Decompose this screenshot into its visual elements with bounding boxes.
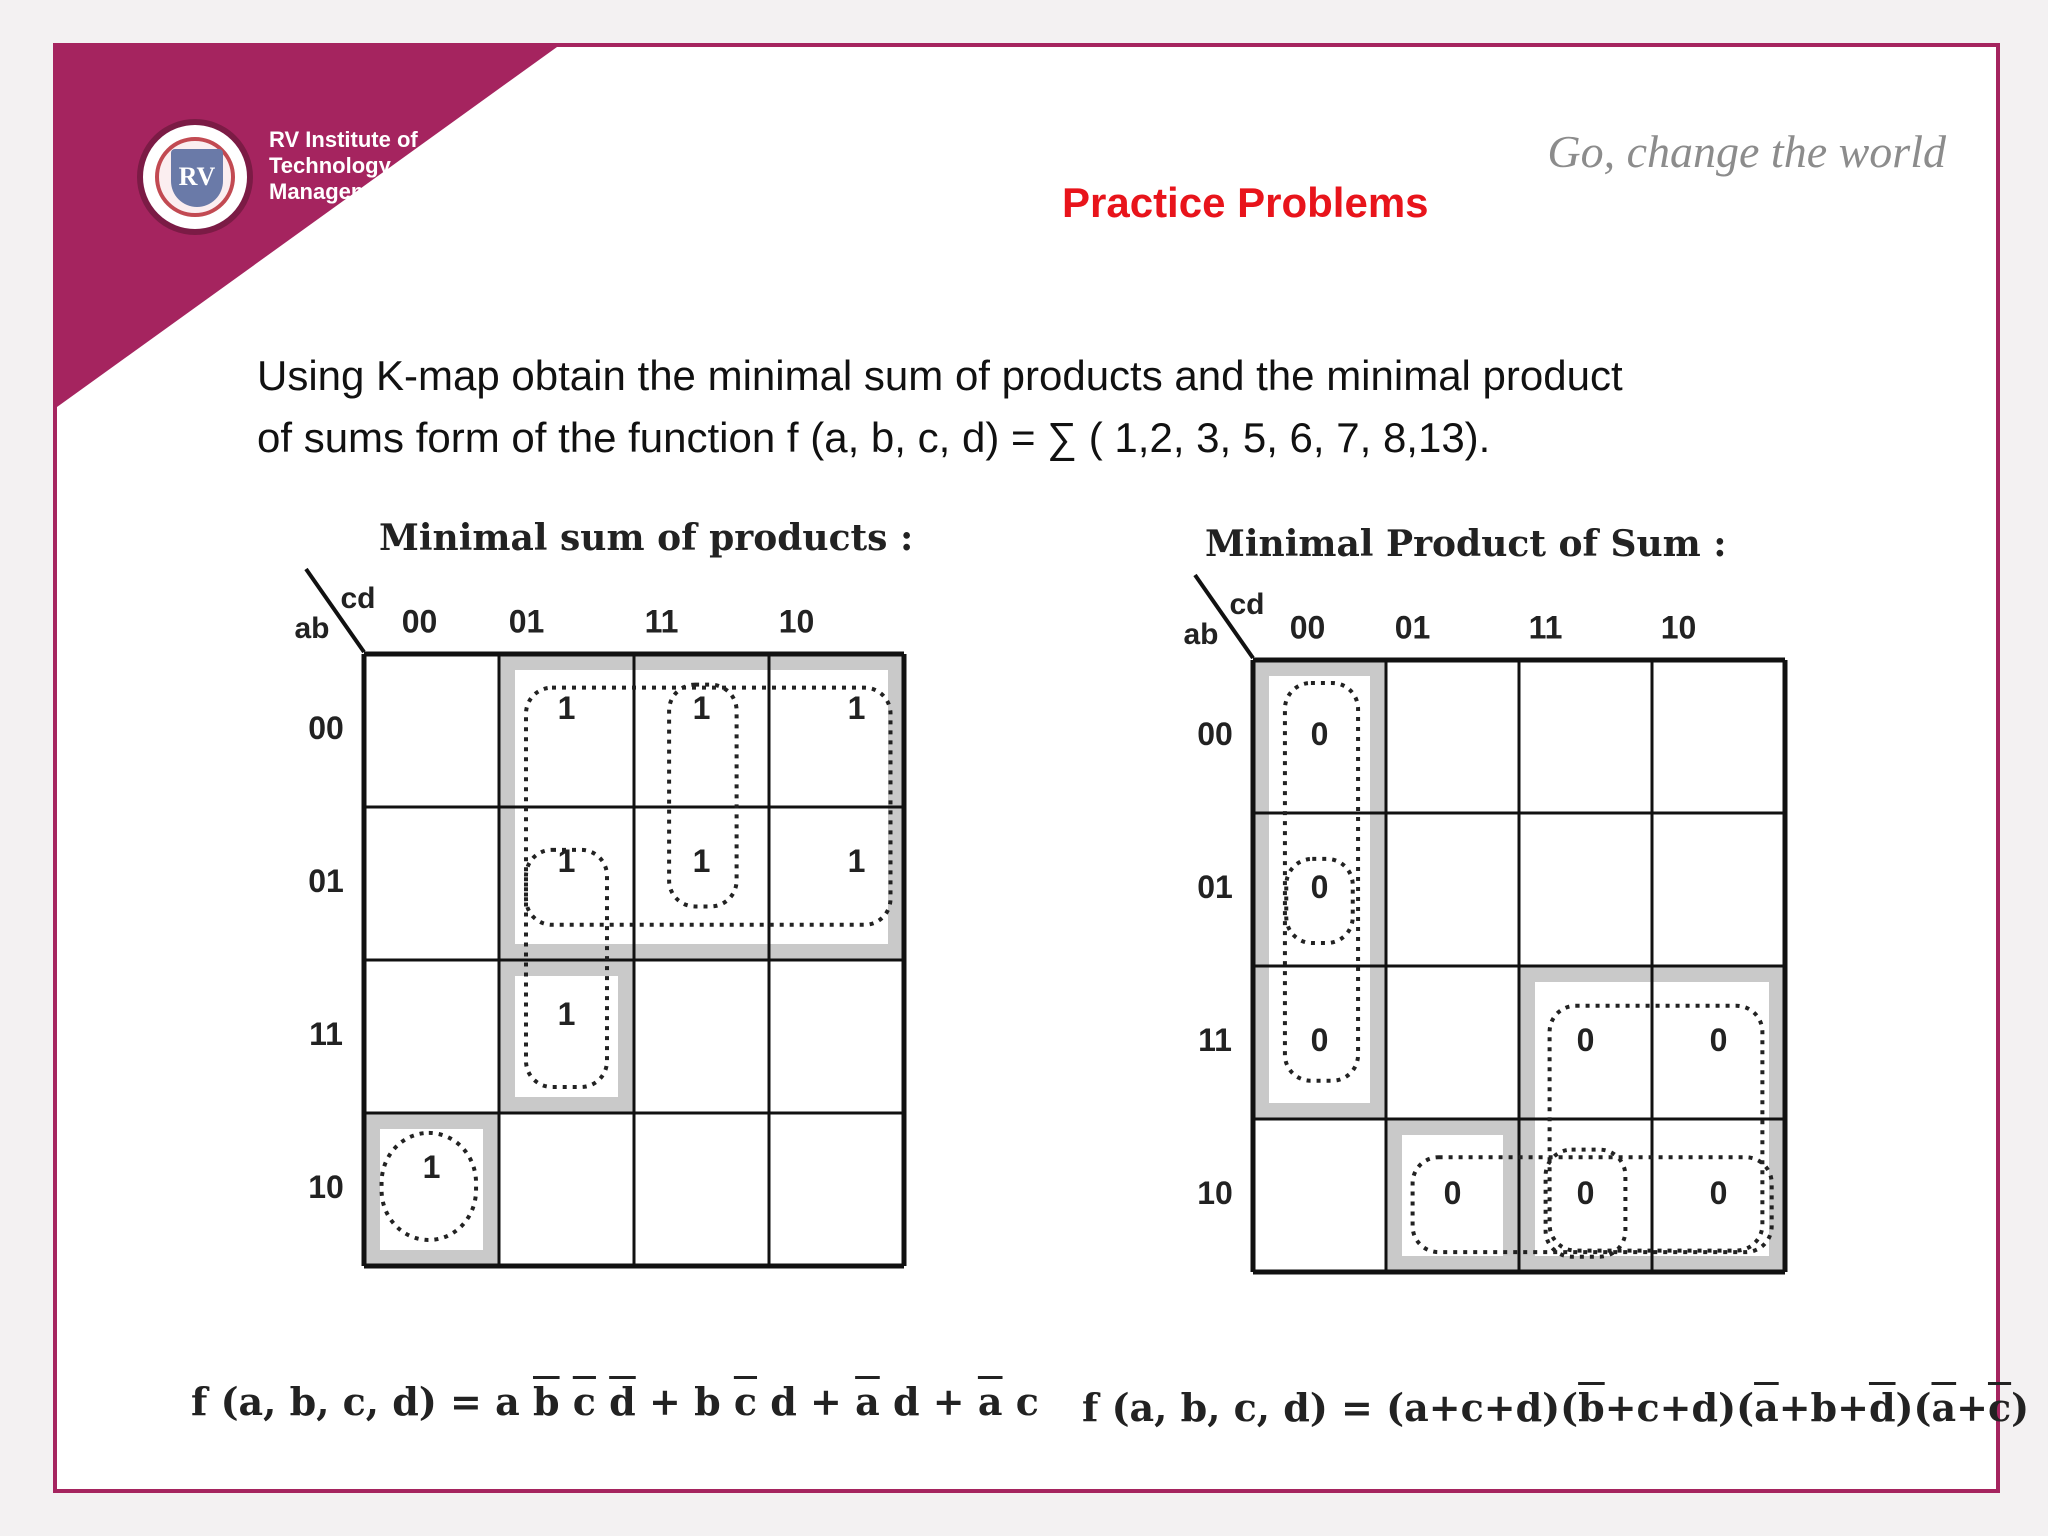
formula-operator: +: [1483, 1385, 1516, 1430]
sop-col-label: 01: [508, 603, 545, 640]
formula-operator: +: [919, 1379, 978, 1424]
formula-operator: +: [796, 1379, 856, 1424]
formula-literal: $\overline{b}$: [1578, 1385, 1605, 1430]
formula-paren: ): [1542, 1385, 1561, 1430]
institute-name-line: RV Institute of: [269, 127, 418, 152]
pos-col-label: 01: [1394, 609, 1431, 646]
pos-cell-value: 0: [1709, 1174, 1728, 1211]
sop-col-label: 11: [644, 603, 679, 640]
formula-literal: d: [1515, 1385, 1543, 1430]
formula-paren: ): [2011, 1385, 2030, 1430]
formula-literal: $\overline{d}$: [609, 1379, 636, 1424]
formula-prefix: f (a, b, c, d) =: [191, 1379, 496, 1424]
sop-col-var: cd: [340, 581, 376, 615]
sop-cell-value: 1: [422, 1148, 441, 1185]
formula-operator: +: [1956, 1385, 1988, 1430]
sop-cell-value: 1: [847, 689, 866, 726]
formula-literal: $\overline{a}$: [977, 1379, 1003, 1424]
formula-literal: $\overline{c}$: [572, 1379, 596, 1424]
formula-operator: +: [1604, 1385, 1637, 1430]
formula-literal: d: [770, 1379, 797, 1424]
kmaps-figure: [57, 47, 2004, 1497]
formula-literal: b: [1810, 1385, 1838, 1430]
pos-cell-value: 0: [1709, 1021, 1728, 1058]
sop-cell-value: 1: [557, 842, 576, 879]
pos-col-label: 00: [1289, 609, 1326, 646]
pos-cell-value: 0: [1310, 1021, 1329, 1058]
pos-cell-value: 0: [1576, 1021, 1595, 1058]
sop-row-label: 00: [308, 709, 344, 746]
formula-operator: +: [1428, 1385, 1461, 1430]
pos-heading: Minimal Product of Sum :: [1205, 523, 1727, 565]
formula-prefix: f (a, b, c, d) =: [1082, 1385, 1387, 1430]
sop-cell-value: 1: [692, 689, 711, 726]
sop-formula: [191, 1379, 1039, 1424]
sop-row-var: ab: [294, 611, 330, 645]
pos-col-label: 10: [1660, 609, 1697, 646]
pos-row-var: ab: [1183, 617, 1219, 651]
sop-heading: Minimal sum of products :: [379, 517, 914, 559]
slide: [53, 43, 2030, 1493]
sop-cell-value: 1: [557, 995, 576, 1032]
pos-row-label: 11: [1198, 1021, 1232, 1058]
sop-row-label: 11: [309, 1015, 343, 1052]
sop-cell-value: 1: [557, 689, 576, 726]
tagline: Go, change the world: [1547, 126, 1946, 177]
formula-literal: d: [1691, 1385, 1719, 1430]
sop-cell-value: 1: [847, 842, 866, 879]
sop-col-label: 10: [778, 603, 815, 640]
formula-literal: $\overline{a}$: [1931, 1385, 1957, 1430]
pos-cell-value: 0: [1310, 868, 1329, 905]
formula-literal: c: [1015, 1379, 1039, 1424]
formula-literal: $\overline{c}$: [733, 1379, 758, 1424]
pos-row-label: 10: [1197, 1174, 1233, 1211]
pos-kmap: [1183, 575, 1785, 1272]
formula-space: [880, 1379, 893, 1424]
question-line-1: Using K-map obtain the minimal sum of products and the minimal product: [257, 352, 1623, 399]
logo-letters: RV: [171, 149, 223, 207]
formula-literal: $\overline{d}$: [1868, 1385, 1896, 1430]
formula-operator: +: [635, 1379, 695, 1424]
sop-kmap: [294, 569, 904, 1266]
formula-operator: +: [1837, 1385, 1869, 1430]
formula-paren: (: [1913, 1385, 1932, 1430]
question-line-2: of sums form of the function f (a, b, c, d) = ∑ ( 1,2, 3, 5, 6, 7, 8,13).: [257, 414, 1491, 461]
formula-space: [1003, 1379, 1016, 1424]
pos-cell-value: 0: [1576, 1174, 1595, 1211]
formula-space: [560, 1379, 573, 1424]
formula-literal: c: [1636, 1385, 1660, 1430]
page-title: Practice Problems: [1062, 179, 1429, 226]
formula-literal: $\overline{b}$: [532, 1379, 560, 1424]
formula-literal: $\overline{a}$: [1754, 1385, 1779, 1430]
formula-operator: +: [1778, 1385, 1811, 1430]
formula-paren: ): [1895, 1385, 1914, 1430]
formula-paren: (: [1736, 1385, 1755, 1430]
formula-space: [520, 1379, 533, 1424]
sop-row-label: 10: [308, 1168, 344, 1205]
sop-cell-value: 1: [692, 842, 711, 879]
formula-literal: $\overline{c}$: [1987, 1385, 2012, 1430]
formula-literal: a: [1404, 1385, 1429, 1430]
pos-col-label: 11: [1528, 609, 1563, 646]
pos-cell-value: 0: [1443, 1174, 1462, 1211]
formula-literal: a: [495, 1379, 520, 1424]
sop-row-label: 01: [308, 862, 344, 899]
pos-row-label: 01: [1197, 868, 1233, 905]
formula-space: [757, 1379, 770, 1424]
pos-formula: [1082, 1385, 2029, 1430]
formula-literal: $\overline{a}$: [855, 1379, 880, 1424]
formula-paren: (: [1560, 1385, 1579, 1430]
formula-space: [721, 1379, 734, 1424]
pos-row-label: 00: [1197, 715, 1233, 752]
formula-literal: d: [893, 1379, 920, 1424]
pos-col-var: cd: [1229, 587, 1265, 621]
institute-name-line: Technology and: [269, 153, 437, 178]
formula-paren: ): [1718, 1385, 1737, 1430]
pos-cell-value: 0: [1310, 715, 1329, 752]
formula-literal: b: [694, 1379, 721, 1424]
sop-col-label: 00: [401, 603, 438, 640]
formula-literal: c: [1460, 1385, 1484, 1430]
formula-space: [596, 1379, 609, 1424]
formula-operator: +: [1659, 1385, 1692, 1430]
institute-name-line: Management®: [269, 179, 420, 204]
formula-paren: (: [1386, 1385, 1405, 1430]
